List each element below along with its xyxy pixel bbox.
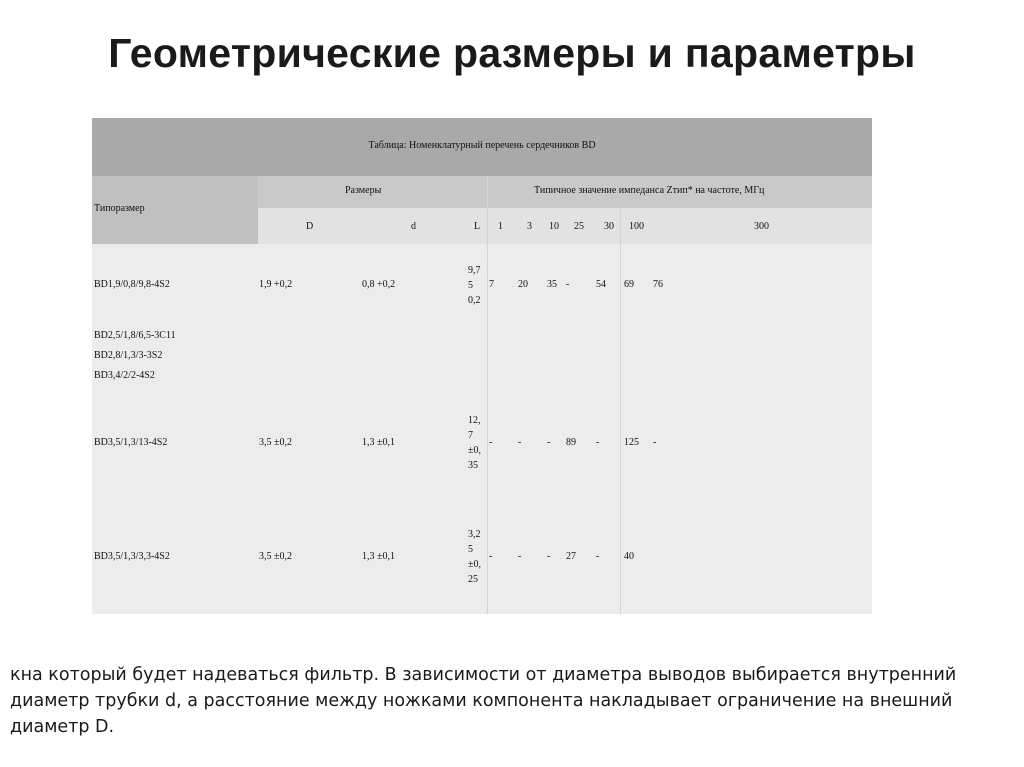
col-header-D: D xyxy=(306,221,314,232)
col-header-freq-300: 300 xyxy=(754,221,769,232)
row-z300: - xyxy=(653,437,657,448)
row-z25: 89 xyxy=(566,437,576,448)
row-z100: 69 xyxy=(624,279,634,290)
type-header: Типоразмер xyxy=(94,203,145,214)
col-header-d: d xyxy=(411,221,416,232)
slide-title: Геометрические размеры и параметры xyxy=(108,30,916,76)
row-z1: - xyxy=(489,551,493,562)
row-z25: - xyxy=(566,279,570,290)
row-z10: - xyxy=(547,551,551,562)
row-type-name: BD2,5/1,8/6,5-3C11 xyxy=(94,330,176,341)
row-type-name: BD3,5/1,3/13-4S2 xyxy=(94,437,168,448)
row-z3: - xyxy=(518,437,522,448)
row-z100: 125 xyxy=(624,437,639,448)
column-divider xyxy=(620,208,621,614)
row-D-value: 1,9 +0,2 xyxy=(259,279,293,290)
row-L-value: 12, 7 ±0, 35 xyxy=(468,415,481,471)
row-type-name: BD3,5/1,3/3,3-4S2 xyxy=(94,551,170,562)
row-type-name: BD3,4/2/2-4S2 xyxy=(94,370,155,381)
row-z30: 54 xyxy=(596,279,606,290)
row-L-value: 9,7 5 0,2 xyxy=(468,265,481,306)
row-D-value: 3,5 ±0,2 xyxy=(259,551,292,562)
sizes-header: Размеры xyxy=(345,185,382,196)
impedance-header: Типичное значение импеданса Zтип* на частоте, МГц xyxy=(534,185,765,196)
row-d-value: 1,3 ±0,1 xyxy=(362,551,395,562)
row-z30: - xyxy=(596,551,600,562)
col-header-freq-1: 1 xyxy=(498,221,503,232)
col-header-freq-100: 100 xyxy=(629,221,644,232)
row-z10: 35 xyxy=(547,279,557,290)
row-D-value: 3,5 ±0,2 xyxy=(259,437,292,448)
body-text: кна который будет надеваться фильтр. В зависимости от диаметра выводов выбирается внутренний диаметр трубки d, а расстояние между ножками компонента накладывает ограничение на внешний диаметр D. xyxy=(10,665,957,737)
row-z3: 20 xyxy=(518,279,528,290)
row-z1: - xyxy=(489,437,493,448)
row-z100: 40 xyxy=(624,551,634,562)
row-z1: 7 xyxy=(489,279,494,290)
row-type-name: BD2,8/1,3/3-3S2 xyxy=(94,350,163,361)
col-header-L: L xyxy=(474,221,481,232)
row-z300: 76 xyxy=(653,279,663,290)
row-z30: - xyxy=(596,437,600,448)
table-caption: Таблица: Номенклатурный перечень сердечников BD xyxy=(368,140,596,151)
col-header-freq-30: 30 xyxy=(604,221,614,232)
column-divider xyxy=(487,176,488,614)
row-d-value: 1,3 ±0,1 xyxy=(362,437,395,448)
row-z10: - xyxy=(547,437,551,448)
col-header-freq-25: 25 xyxy=(574,221,584,232)
bd-cores-table xyxy=(92,118,872,614)
row-z25: 27 xyxy=(566,551,576,562)
column-header-band xyxy=(258,208,872,244)
col-header-freq-10: 10 xyxy=(549,221,559,232)
row-L-value: 3,2 5 ±0, 25 xyxy=(468,529,481,585)
row-z3: - xyxy=(518,551,522,562)
row-type-name: BD1,9/0,8/9,8-4S2 xyxy=(94,279,170,290)
row-d-value: 0,8 +0,2 xyxy=(362,279,396,290)
col-header-freq-3: 3 xyxy=(527,221,532,232)
